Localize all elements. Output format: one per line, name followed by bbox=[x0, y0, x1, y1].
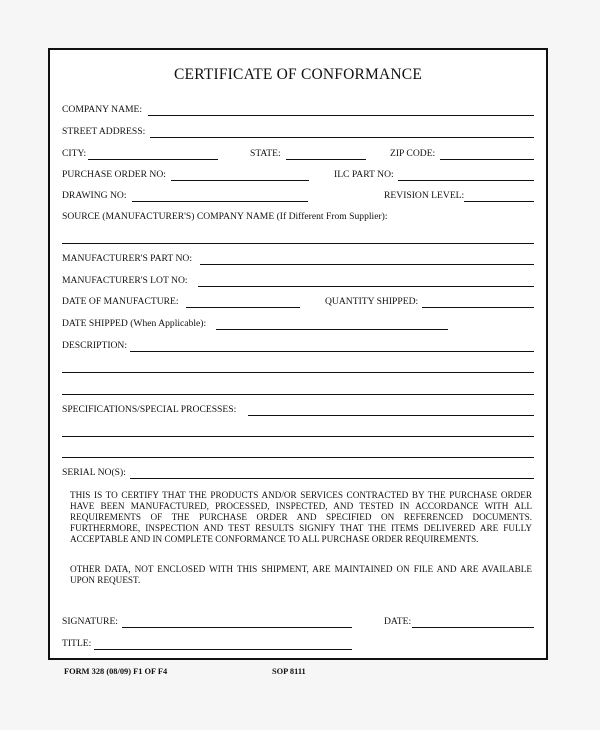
certificate-form bbox=[48, 48, 548, 660]
quantity-shipped-label: QUANTITY SHIPPED: bbox=[325, 296, 419, 307]
drawing-no-label: DRAWING NO: bbox=[62, 190, 127, 201]
revision-level-line[interactable] bbox=[464, 201, 534, 202]
state-line[interactable] bbox=[286, 159, 366, 160]
signature-line[interactable] bbox=[122, 627, 352, 628]
company-name-line[interactable] bbox=[148, 115, 534, 116]
description-line-2[interactable] bbox=[62, 372, 534, 373]
serial-nos-line[interactable] bbox=[130, 478, 534, 479]
purchase-order-label: PURCHASE ORDER NO: bbox=[62, 169, 166, 180]
title-field-label: TITLE: bbox=[62, 638, 92, 649]
other-data-statement: OTHER DATA, NOT ENCLOSED WITH THIS SHIPMENT, ARE MAINTAINED ON FILE AND ARE AVAILABLE UPON REQUEST. bbox=[70, 564, 532, 585]
title-field-line[interactable] bbox=[94, 649, 352, 650]
zip-code-line[interactable] bbox=[440, 159, 534, 160]
date-line[interactable] bbox=[412, 627, 534, 628]
company-name-label: COMPANY NAME: bbox=[62, 104, 143, 115]
ilc-part-label: ILC PART NO: bbox=[334, 169, 394, 180]
source-company-label: SOURCE (MANUFACTURER'S) COMPANY NAME (If Different From Supplier): bbox=[62, 211, 388, 222]
serial-nos-label: SERIAL NO(S): bbox=[62, 467, 126, 478]
description-line-3[interactable] bbox=[62, 394, 534, 395]
manufacturers-part-line[interactable] bbox=[200, 264, 534, 265]
quantity-shipped-line[interactable] bbox=[422, 307, 534, 308]
manufacturers-lot-line[interactable] bbox=[198, 286, 534, 287]
city-line[interactable] bbox=[88, 159, 218, 160]
form-title: CERTIFICATE OF CONFORMANCE bbox=[174, 66, 422, 83]
manufacturers-lot-label: MANUFACTURER'S LOT NO: bbox=[62, 275, 188, 286]
date-of-manufacture-line[interactable] bbox=[186, 307, 300, 308]
specifications-line-3[interactable] bbox=[62, 457, 534, 458]
specifications-label: SPECIFICATIONS/SPECIAL PROCESSES: bbox=[62, 404, 237, 415]
purchase-order-line[interactable] bbox=[171, 180, 309, 181]
state-label: STATE: bbox=[250, 148, 281, 159]
form-number: FORM 328 (08/09) F1 OF F4 bbox=[64, 667, 168, 676]
description-label: DESCRIPTION: bbox=[62, 340, 128, 351]
specifications-line-2[interactable] bbox=[62, 436, 534, 437]
description-line-1[interactable] bbox=[130, 351, 534, 352]
manufacturers-part-label: MANUFACTURER'S PART NO: bbox=[62, 253, 192, 264]
street-address-label: STREET ADDRESS: bbox=[62, 126, 146, 137]
zip-code-label: ZIP CODE: bbox=[390, 148, 436, 159]
date-of-manufacture-label: DATE OF MANUFACTURE: bbox=[62, 296, 179, 307]
certification-statement: THIS IS TO CERTIFY THAT THE PRODUCTS AND/OR SERVICES CONTRACTED BY THE PURCHASE ORDER HAVE BEEN MANUFACTURED, PROCESSED, INSPECTED, AND TESTED IN ACCORDANCE WITH ALL REQUIREMENTS OF THE PURCHASE ORDER AND SPECIFIED ON REFERENCED DOCUMENTS. FURTHERMORE, INSPECTION AND TEST RESULTS SIGNIFY THAT THE ITEMS DELIVERED ARE FULLY ACCEPTABLE AND IN COMPLETE CONFORMANCE TO ALL PURCHASE ORDER REQUIREMENTS. bbox=[70, 490, 532, 544]
source-company-line[interactable] bbox=[62, 243, 534, 244]
drawing-no-line[interactable] bbox=[132, 201, 308, 202]
date-label: DATE: bbox=[384, 616, 412, 627]
date-shipped-label: DATE SHIPPED (When Applicable): bbox=[62, 318, 207, 329]
revision-level-label: REVISION LEVEL: bbox=[384, 190, 465, 201]
signature-label: SIGNATURE: bbox=[62, 616, 118, 627]
sop-number: SOP 8111 bbox=[272, 667, 306, 676]
date-shipped-line[interactable] bbox=[216, 329, 448, 330]
city-label: CITY: bbox=[62, 148, 87, 159]
specifications-line-1[interactable] bbox=[248, 415, 534, 416]
street-address-line[interactable] bbox=[150, 137, 534, 138]
ilc-part-line[interactable] bbox=[398, 180, 534, 181]
